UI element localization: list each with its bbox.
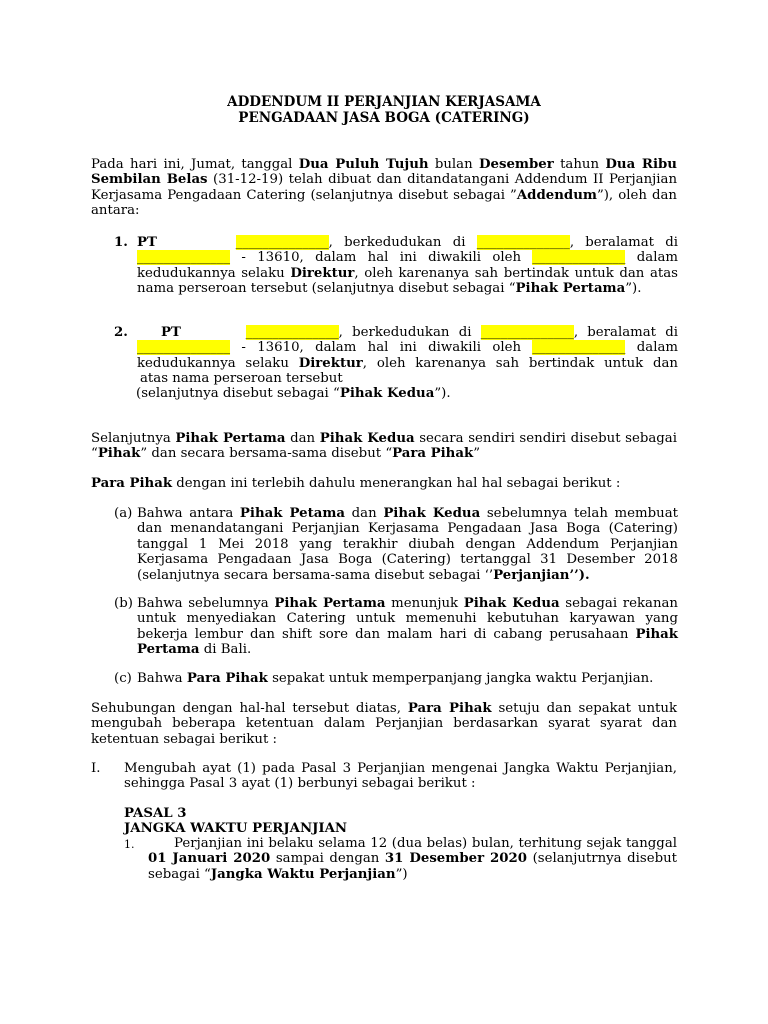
para-pihak-term: Para Pihak (392, 446, 474, 462)
intro-text: Pada hari ini, Jumat, tanggal (91, 157, 299, 172)
party-2-number: 2. (114, 325, 128, 340)
recital-a-text-part: sebelumnya telah membuat dan menandatangani Perjanjian Kerjasama Pengadaan Jasa Boga (Catering) tanggal 1 Mei 2018 yang terakhir diubah dengan Addendum Perjanjian Kerjasama Pengadaan Jasa Boga (Catering) tertanggal 31 Desember 2018 (selanjutnya secara bersama-sama disebut sebagai ‘’ (137, 506, 678, 583)
party-2-text (137, 325, 678, 387)
party-2-text-part: ”). (434, 386, 451, 401)
recital-a-text-part: ’’). (569, 567, 590, 583)
intro-text: (31-12-19) telah dibuat dan ditandatangani Addendum II Perjanjian Kerjasama Pengadaan Catering (selanjutnya disebut sebagai ” (91, 172, 678, 203)
document-title-line-2: PENGADAAN JASA BOGA (CATERING) (238, 110, 530, 126)
recital-a-marker: (a) (114, 506, 133, 521)
party-2-text-part: - 13610, dalam hal ini diwakili oleh (230, 340, 533, 356)
party-1-line-1 (137, 235, 678, 250)
party-2-address-blank[interactable]: ______________ (137, 340, 231, 356)
party-2-line-2 (137, 340, 678, 355)
party-1-line-3 (137, 266, 678, 297)
start-date: 01 Januari 2020 (148, 851, 271, 867)
party-1-address-blank[interactable]: ______________ (137, 250, 231, 266)
pasal-clause-text-part: sampai dengan (270, 851, 385, 867)
party-2-text-part: atas nama perseroan tersebut (140, 371, 343, 387)
party-2-domicile-blank[interactable]: ______________ (480, 325, 574, 340)
party-2-line-4 (137, 371, 678, 386)
party-2-representative-blank[interactable]: ______________ (532, 340, 626, 356)
definition-text: ” (473, 446, 480, 462)
recital-c-text-part: sepakat untuk memperpanjang jangka waktu Perjanjian. (267, 671, 654, 686)
recital-b-text-part: menunjuk (385, 596, 464, 611)
party-1-text (137, 235, 678, 297)
definition-paragraph (91, 431, 677, 462)
intro-paragraph (91, 157, 677, 219)
party-2-company-blank[interactable]: ______________ (245, 325, 339, 340)
party-1-text-part: ”). (625, 281, 642, 297)
addendum-term: Addendum (516, 187, 597, 203)
amendment-item-1-text: Mengubah ayat (1) pada Pasal 3 Perjanjian mengenai Jangka Waktu Perjanjian, sehingga Pasal 3 ayat (1) berbunyi sebagai berikut : (124, 761, 677, 792)
definition-text: secara sendiri sendiri disebut sebagai “ (91, 431, 677, 462)
pasal-clause-marker: 1. (124, 838, 135, 851)
party-1-pt-label: PT (137, 235, 157, 250)
recital-c-marker: (c) (114, 671, 132, 686)
party-1-text-part: dalam (625, 250, 678, 266)
recital-a-text (137, 506, 678, 583)
pihak-kedua-term: Pihak Kedua (463, 596, 560, 611)
pihak-kedua-term: Pihak Kedua (319, 431, 415, 446)
party-2-text-part: dalam (625, 340, 678, 356)
party-2-line-1 (137, 325, 678, 340)
pasal-clause-text-part: (selanjutrnya disebut sebagai “ (148, 851, 677, 882)
recital-b-text-part: di Bali. (199, 642, 252, 658)
pasal-clause-text (148, 836, 677, 882)
recital-c-text-part: Bahwa (137, 671, 187, 686)
pihak-pertama-term: Pihak Pertama (175, 431, 286, 446)
end-date: 31 Desember 2020 (384, 851, 528, 867)
party-2-text-part: , berkedudukan di (338, 325, 481, 340)
agreement-paragraph (91, 701, 677, 747)
party-1-position: Direktur (290, 265, 355, 281)
recitals-intro-text: dengan ini terlebih dahulu menerangkan hal hal sebagai berikut : (172, 476, 621, 491)
recital-b-marker: (b) (114, 596, 133, 611)
party-2-line-5 (136, 386, 677, 401)
recitals-intro (91, 476, 677, 491)
pasal-heading: PASAL 3 (124, 806, 187, 821)
pasal-clause-text-part: Perjanjian ini belaku selama 12 (dua belas) bulan, terhitung sejak tanggal (174, 836, 677, 851)
intro-date-month: Desember (478, 157, 554, 172)
definition-text: dan (285, 431, 320, 446)
party-2-text-part: , oleh karenanya sah bertindak untuk dan (362, 355, 678, 371)
definition-text: Selanjutnya (91, 431, 176, 446)
party-2-text-part: kedudukannya selaku (137, 355, 299, 371)
recital-a-text-part: Bahwa antara (137, 506, 240, 521)
party-1-text-part: , oleh karenanya sah bertindak untuk dan atas nama perseroan tersebut (selanjutnya disebut sebagai “ (137, 265, 678, 297)
intro-text: bulan (428, 157, 479, 172)
intro-text: ”), oleh dan antara: (91, 187, 677, 219)
pihak-kedua-term: Pihak Kedua (383, 506, 481, 521)
pasal-clause-text-part: ”) (395, 866, 408, 882)
perjanjian-term: Perjanjian (493, 567, 570, 583)
party-1-number: 1. (114, 235, 128, 250)
pihak-pertama-term: Pihak Petama (239, 506, 346, 521)
definition-text: ” dan secara bersama-sama disebut “ (140, 446, 393, 462)
party-1-role: Pihak Pertama (515, 281, 626, 297)
recital-c-text (137, 671, 678, 686)
recital-b-text-part: sebagai rekanan untuk menyediakan Catering untuk memenuhi kebutuhan karyawan yang bekerja lembur dan shift sore dan malam hari di cabang perusahaan (137, 596, 678, 642)
party-1-domicile-blank[interactable]: ______________ (476, 235, 570, 250)
party-2-position: Direktur (298, 355, 363, 371)
party-2-text-part: (selanjutnya disebut sebagai “ (136, 386, 340, 401)
para-pihak-term: Para Pihak (407, 701, 492, 716)
party-1-text-part: kedudukannya selaku (137, 265, 291, 281)
party-1-text-part: , beralamat di (569, 235, 678, 250)
party-1-text-part: , berkedudukan di (328, 235, 477, 250)
intro-date-year: Dua Ribu Sembilan Belas (91, 157, 677, 188)
recital-b-text (137, 596, 678, 658)
recital-a-text-part: dan (345, 506, 384, 521)
document-title-line-1: ADDENDUM II PERJANJIAN KERJASAMA (227, 94, 541, 110)
party-2-role: Pihak Kedua (339, 386, 435, 401)
para-pihak-term: Para Pihak (186, 671, 268, 686)
party-2-text-part: , beralamat di (573, 325, 678, 340)
party-2-line-3 (137, 356, 678, 371)
recital-b-text-part: Bahwa sebelumnya (137, 596, 275, 611)
party-2-pt-label: PT (161, 325, 181, 340)
intro-text: tahun (553, 157, 606, 172)
party-1-text-part: - 13610, dalam hal ini diwakili oleh (230, 250, 533, 266)
party-1-company-blank[interactable]: ______________ (235, 235, 329, 250)
agreement-text: Sehubungan dengan hal-hal tersebut diatas, (91, 701, 408, 716)
amendment-item-1-marker: I. (91, 761, 101, 776)
pihak-term: Pihak (97, 446, 141, 462)
jangka-waktu-term: Jangka Waktu Perjanjian (210, 866, 396, 882)
para-pihak-term: Para Pihak (91, 476, 173, 491)
party-1-line-2 (137, 250, 678, 265)
agreement-text: setuju dan sepakat untuk mengubah beberapa ketentuan dalam Perjanjian berdasarkan syarat syarat dan ketentuan sebagai berikut : (91, 701, 677, 747)
pasal-subheading: JANGKA WAKTU PERJANJIAN (124, 821, 348, 836)
party-1-representative-blank[interactable]: ______________ (532, 250, 626, 266)
intro-date-day: Dua Puluh Tujuh (298, 157, 429, 172)
pihak-pertama-term: Pihak Pertama (274, 596, 386, 611)
pihak-pertama-term: Pihak Pertama (137, 626, 678, 658)
